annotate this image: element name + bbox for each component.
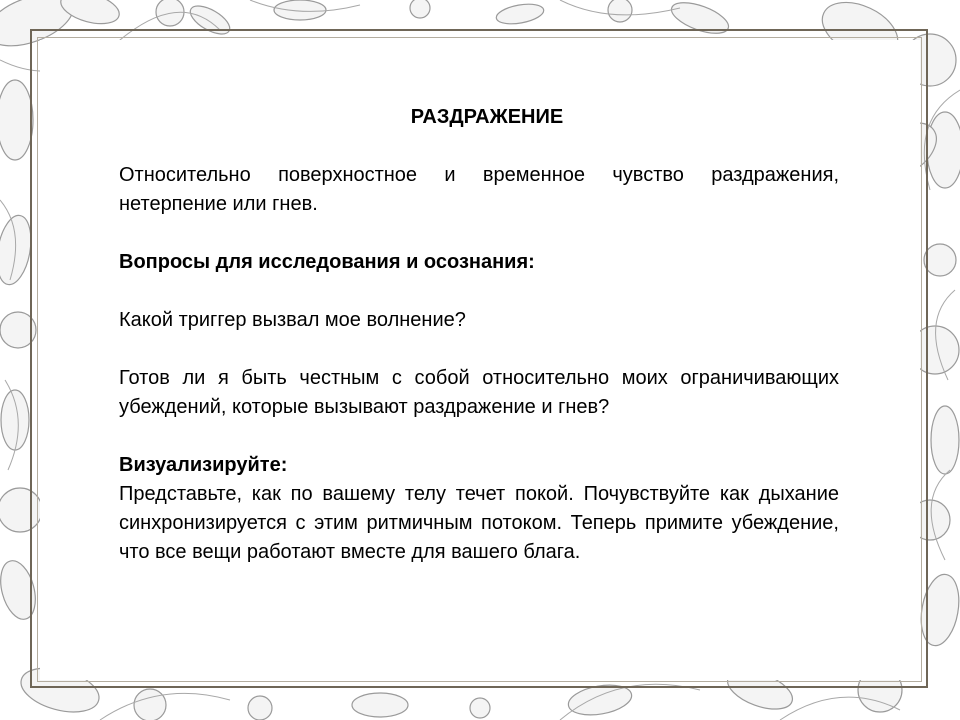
question-1: Какой триггер вызвал мое волнение? (119, 309, 466, 331)
question-2: Готов ли я быть честным с собой относительно моих ограничивающих убеждений, которые вызывают раздражение и гнев? (119, 367, 839, 418)
questions-heading: Вопросы для исследования и осознания: (119, 251, 535, 273)
visualize-heading: Визуализируйте: (119, 454, 288, 476)
visualize-text: Представьте, как по вашему телу течет покой. Почувствуйте как дыхание синхронизируется с этим ритмичным потоком. Теперь примите убеждение, что все вещи работают вместе для вашего блага. (119, 483, 839, 563)
slide-text (119, 103, 839, 567)
definition-text: Относительно поверхностное и временное чувство раздражения, нетерпение или гнев. (119, 164, 839, 215)
slide-title: РАЗДРАЖЕНИЕ (410, 106, 564, 128)
